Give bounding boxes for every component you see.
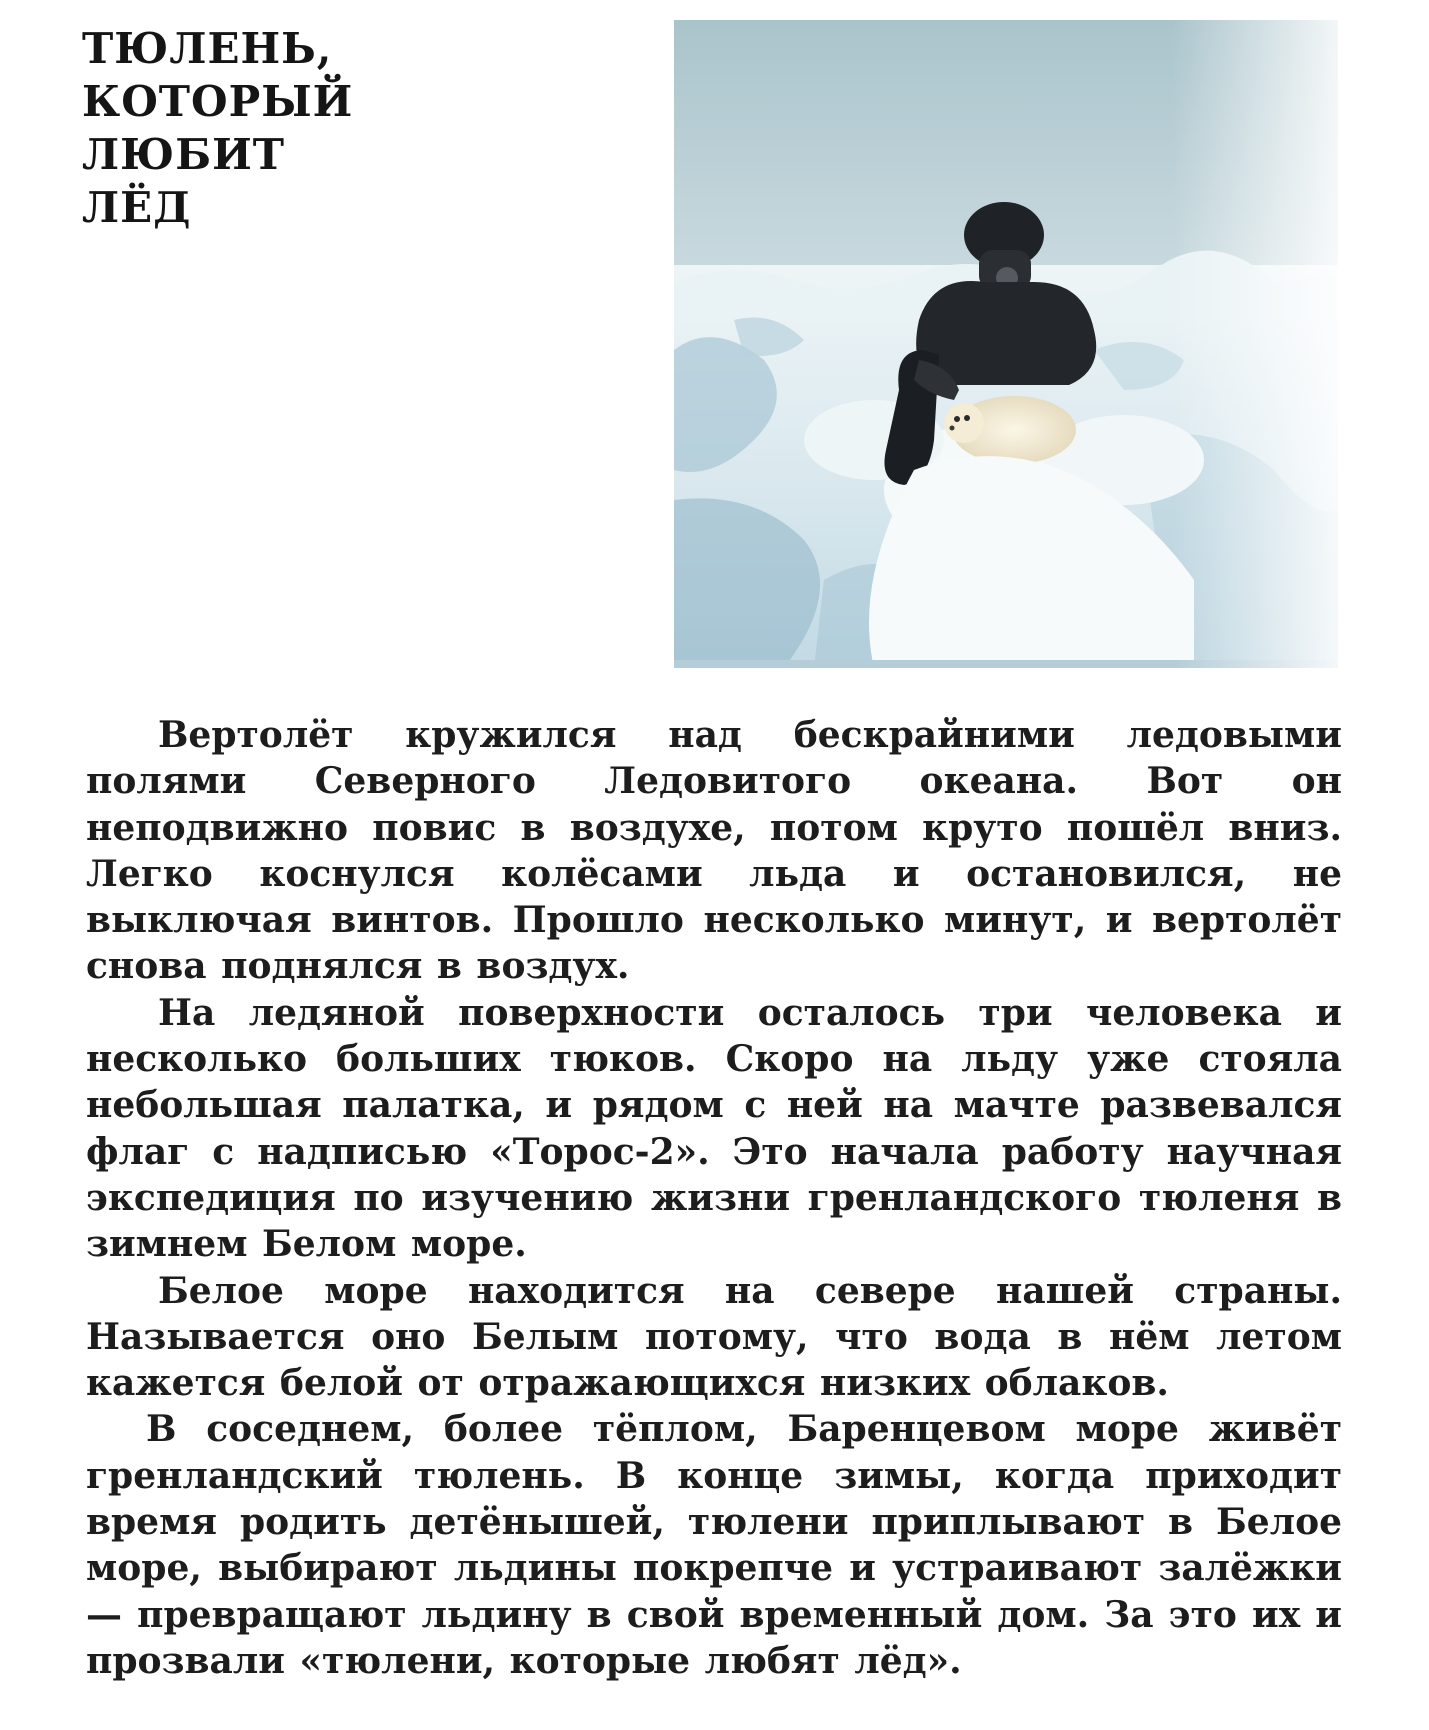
paragraph: Белое море находится на севере нашей страны. Называется оно Белым потому, что вода в нём летом кажется белой от отражающихся низких облаков. <box>86 1269 1342 1405</box>
title-line: ЛЮБИТ <box>82 130 286 179</box>
title-line: КОТОРЫЙ <box>82 77 354 126</box>
article-body <box>86 712 1342 1684</box>
photograph-photographer-with-seal-pup <box>674 20 1338 668</box>
article-title <box>82 22 353 234</box>
paragraph: В соседнем, более тёплом, Баренцевом море живёт гренландский тюлень. В конце зимы, когда приходит время родить детёнышей, тюлени приплывают в Белое море, выбирают льдины покрепче и устраивают залёжки — превращают льдину в свой временный дом. За это их и прозвали «тюлени, которые любят лёд». <box>86 1408 1342 1682</box>
title-line: ЛЁД <box>82 183 192 232</box>
title-line: ТЮЛЕНЬ, <box>82 24 333 73</box>
paragraph: На ледяной поверхности осталось три человека и несколько больших тюков. Скоро на льду уже стояла небольшая палатка, и рядом с ней на мачте развевался флаг с надписью «Торос-2». Это начала работу научная экспедиция по изучению жизни гренландского тюленя в зимнем Белом море. <box>86 991 1342 1266</box>
photo-illustration <box>674 20 1338 668</box>
paragraph: Вертолёт кружился над бескрайними ледовыми полями Северного Ледовитого океана. Вот он неподвижно повис в воздухе, потом круто пошёл вниз. Легко коснулся колёсами льда и остановился, не выключая винтов. Прошло несколько минут, и вертолёт снова поднялся в воздух. <box>86 714 1342 988</box>
